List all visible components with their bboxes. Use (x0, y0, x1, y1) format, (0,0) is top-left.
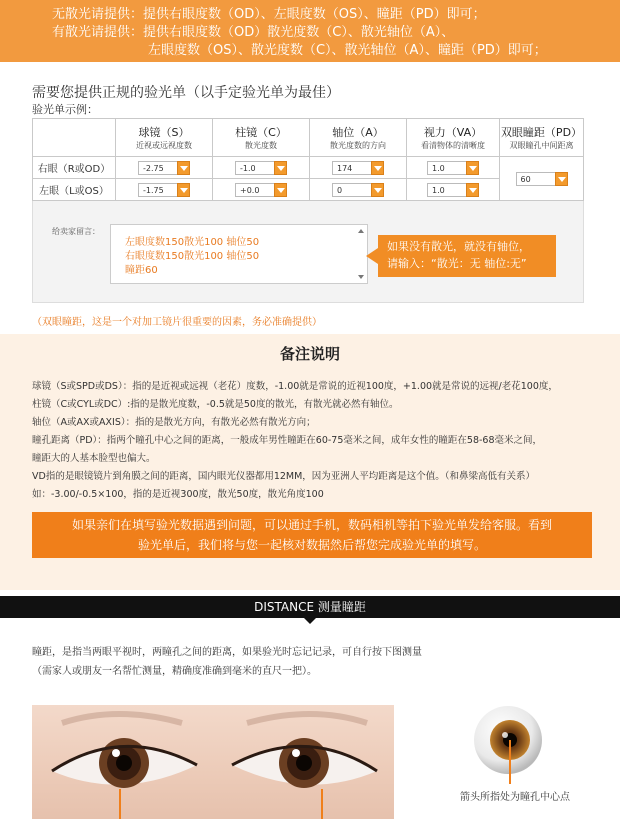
sphere-select-left[interactable]: -1.75 (138, 183, 190, 197)
note-line-pd-cont: 瞳距大的人基本脸型也偏大。 (32, 453, 156, 464)
notes-title: 备注说明 (279, 345, 340, 363)
va-select-left[interactable]: 1.0 (427, 183, 479, 197)
distance-title: DISTANCE 测量瞳距 (254, 600, 366, 614)
chevron-down-icon (466, 161, 479, 175)
astigmatism-callout: 如果没有散光，就没有轴位， 请输入：“散光：无 轴位:无” (378, 235, 556, 277)
header-cylinder: 柱镜（C） 散光度数 (213, 119, 310, 157)
axis-select-right[interactable]: 174 (332, 161, 384, 175)
sphere-select-right[interactable]: -2.75 (138, 161, 190, 175)
note-line-pd: 瞳孔距离（PD）：指两个瞳孔中心之间的距离，一般成年男性瞳距在60-75毫米之间，成年女性的瞳距在58-68毫米之间， (32, 435, 543, 446)
note-line-axis: 轴位（A或AX或AXIS）：指的是散光方向，有散光必然有散光方向； (32, 417, 316, 428)
chevron-down-icon (274, 161, 287, 175)
distance-bar-notch (303, 617, 317, 624)
prescription-title: 需要您提供正规的验光单（以手定验光单为最佳） (32, 85, 340, 101)
header-pd: 双眼瞳距（PD） 双眼瞳孔中间距离 (500, 119, 584, 157)
scroll-up-icon (358, 229, 364, 233)
cylinder-select-right[interactable]: -1.0 (235, 161, 287, 175)
left-eye (52, 738, 197, 788)
chevron-down-icon (274, 183, 287, 197)
chevron-down-icon (177, 161, 190, 175)
message-line: 瞳距60 (125, 265, 158, 276)
callout-arrow (366, 248, 378, 264)
banner-line-astigmatism-cont: 左眼度数（OS）、散光度数（C）、散光轴位（A）、瞳距（PD）即可； (148, 43, 547, 58)
header-axis: 轴位（A） 散光度数的方向 (310, 119, 407, 157)
textarea-scrollbar[interactable] (356, 226, 366, 282)
eyes-photo (32, 705, 394, 819)
banner-line-no-astigmatism: 无散光请提供：提供右眼度数（OD）、左眼度数（OS）、瞳距（PD）即可； (52, 7, 486, 22)
banner-line-astigmatism: 有散光请提供：提供右眼度数（OD）散光度数（C）、散光轴位（A）、 (52, 25, 455, 40)
eye-caption: 箭头所指处为瞳孔中心点 (460, 792, 570, 803)
distance-desc-line: （需家人或朋友一名帮忙测量，精确度准确到毫米的直尺一把）。 (32, 666, 317, 677)
note-line-sphere: 球镜（S或SPD或DS）：指的是近视或远视（老花）度数，-1.00就是常说的近视100度，+1.00就是常说的远视/老花100度， (32, 381, 558, 392)
top-banner (0, 0, 620, 62)
right-eye (232, 738, 377, 788)
note-line-example: 如：-3.00/-0.5×100，指的是近视300度，散光50度，散光角度100 (32, 489, 324, 500)
help-banner: 如果亲们在填写验光数据遇到问题，可以通过手机，数码相机等拍下验光单发给客服。看到 验光单后，我们将与您一起核对数据然后帮您完成验光单的填写。 (32, 512, 592, 558)
chevron-down-icon (177, 183, 190, 197)
table-corner (33, 119, 116, 157)
prescription-example-label: 验光单示例： (32, 103, 98, 116)
row-label-right-eye: 右眼（R或OD） (33, 157, 116, 179)
prescription-table (32, 118, 584, 201)
message-label: 给卖家留言： (52, 227, 100, 236)
header-sphere: 球镜（S） 近视或远视度数 (116, 119, 213, 157)
chevron-down-icon (371, 183, 384, 197)
cylinder-select-left[interactable]: +0.0 (235, 183, 287, 197)
note-line-cylinder: 柱镜（C或CYL或DC）:指的是散光度数，-0.5就是50度的散光，有散光就必然有轴位。 (32, 399, 399, 410)
va-select-right[interactable]: 1.0 (427, 161, 479, 175)
axis-select-left[interactable]: 0 (332, 183, 384, 197)
message-line: 右眼度数150散光100 轴位50 (125, 251, 260, 262)
pd-select[interactable]: 60 (516, 172, 568, 186)
chevron-down-icon (466, 183, 479, 197)
header-va: 视力（VA） 看清物体的清晰度 (407, 119, 500, 157)
table-row-right-eye (33, 157, 584, 179)
chevron-down-icon (371, 161, 384, 175)
scroll-down-icon (358, 275, 364, 279)
eyeball-illustration (472, 704, 558, 784)
row-label-left-eye: 左眼（L或OS） (33, 179, 116, 201)
seller-message-textarea[interactable] (110, 224, 368, 284)
pd-note: （双眼瞳距，这是一个对加工镜片很重要的因素，务必准确提供） (32, 317, 322, 328)
chevron-down-icon (555, 172, 568, 186)
message-line: 左眼度数150散光100 轴位50 (125, 237, 260, 248)
note-line-vd: VD指的是眼镜镜片到角膜之间的距离，国内眼光仪器都用12MM，因为亚洲人平均距离是这个值。（和鼻梁高低有关系） (32, 471, 536, 482)
distance-desc-line: 瞳距，是指当两眼平视时，两瞳孔之间的距离，如果验光时忘记记录，可自行按下图测量 (32, 647, 422, 658)
